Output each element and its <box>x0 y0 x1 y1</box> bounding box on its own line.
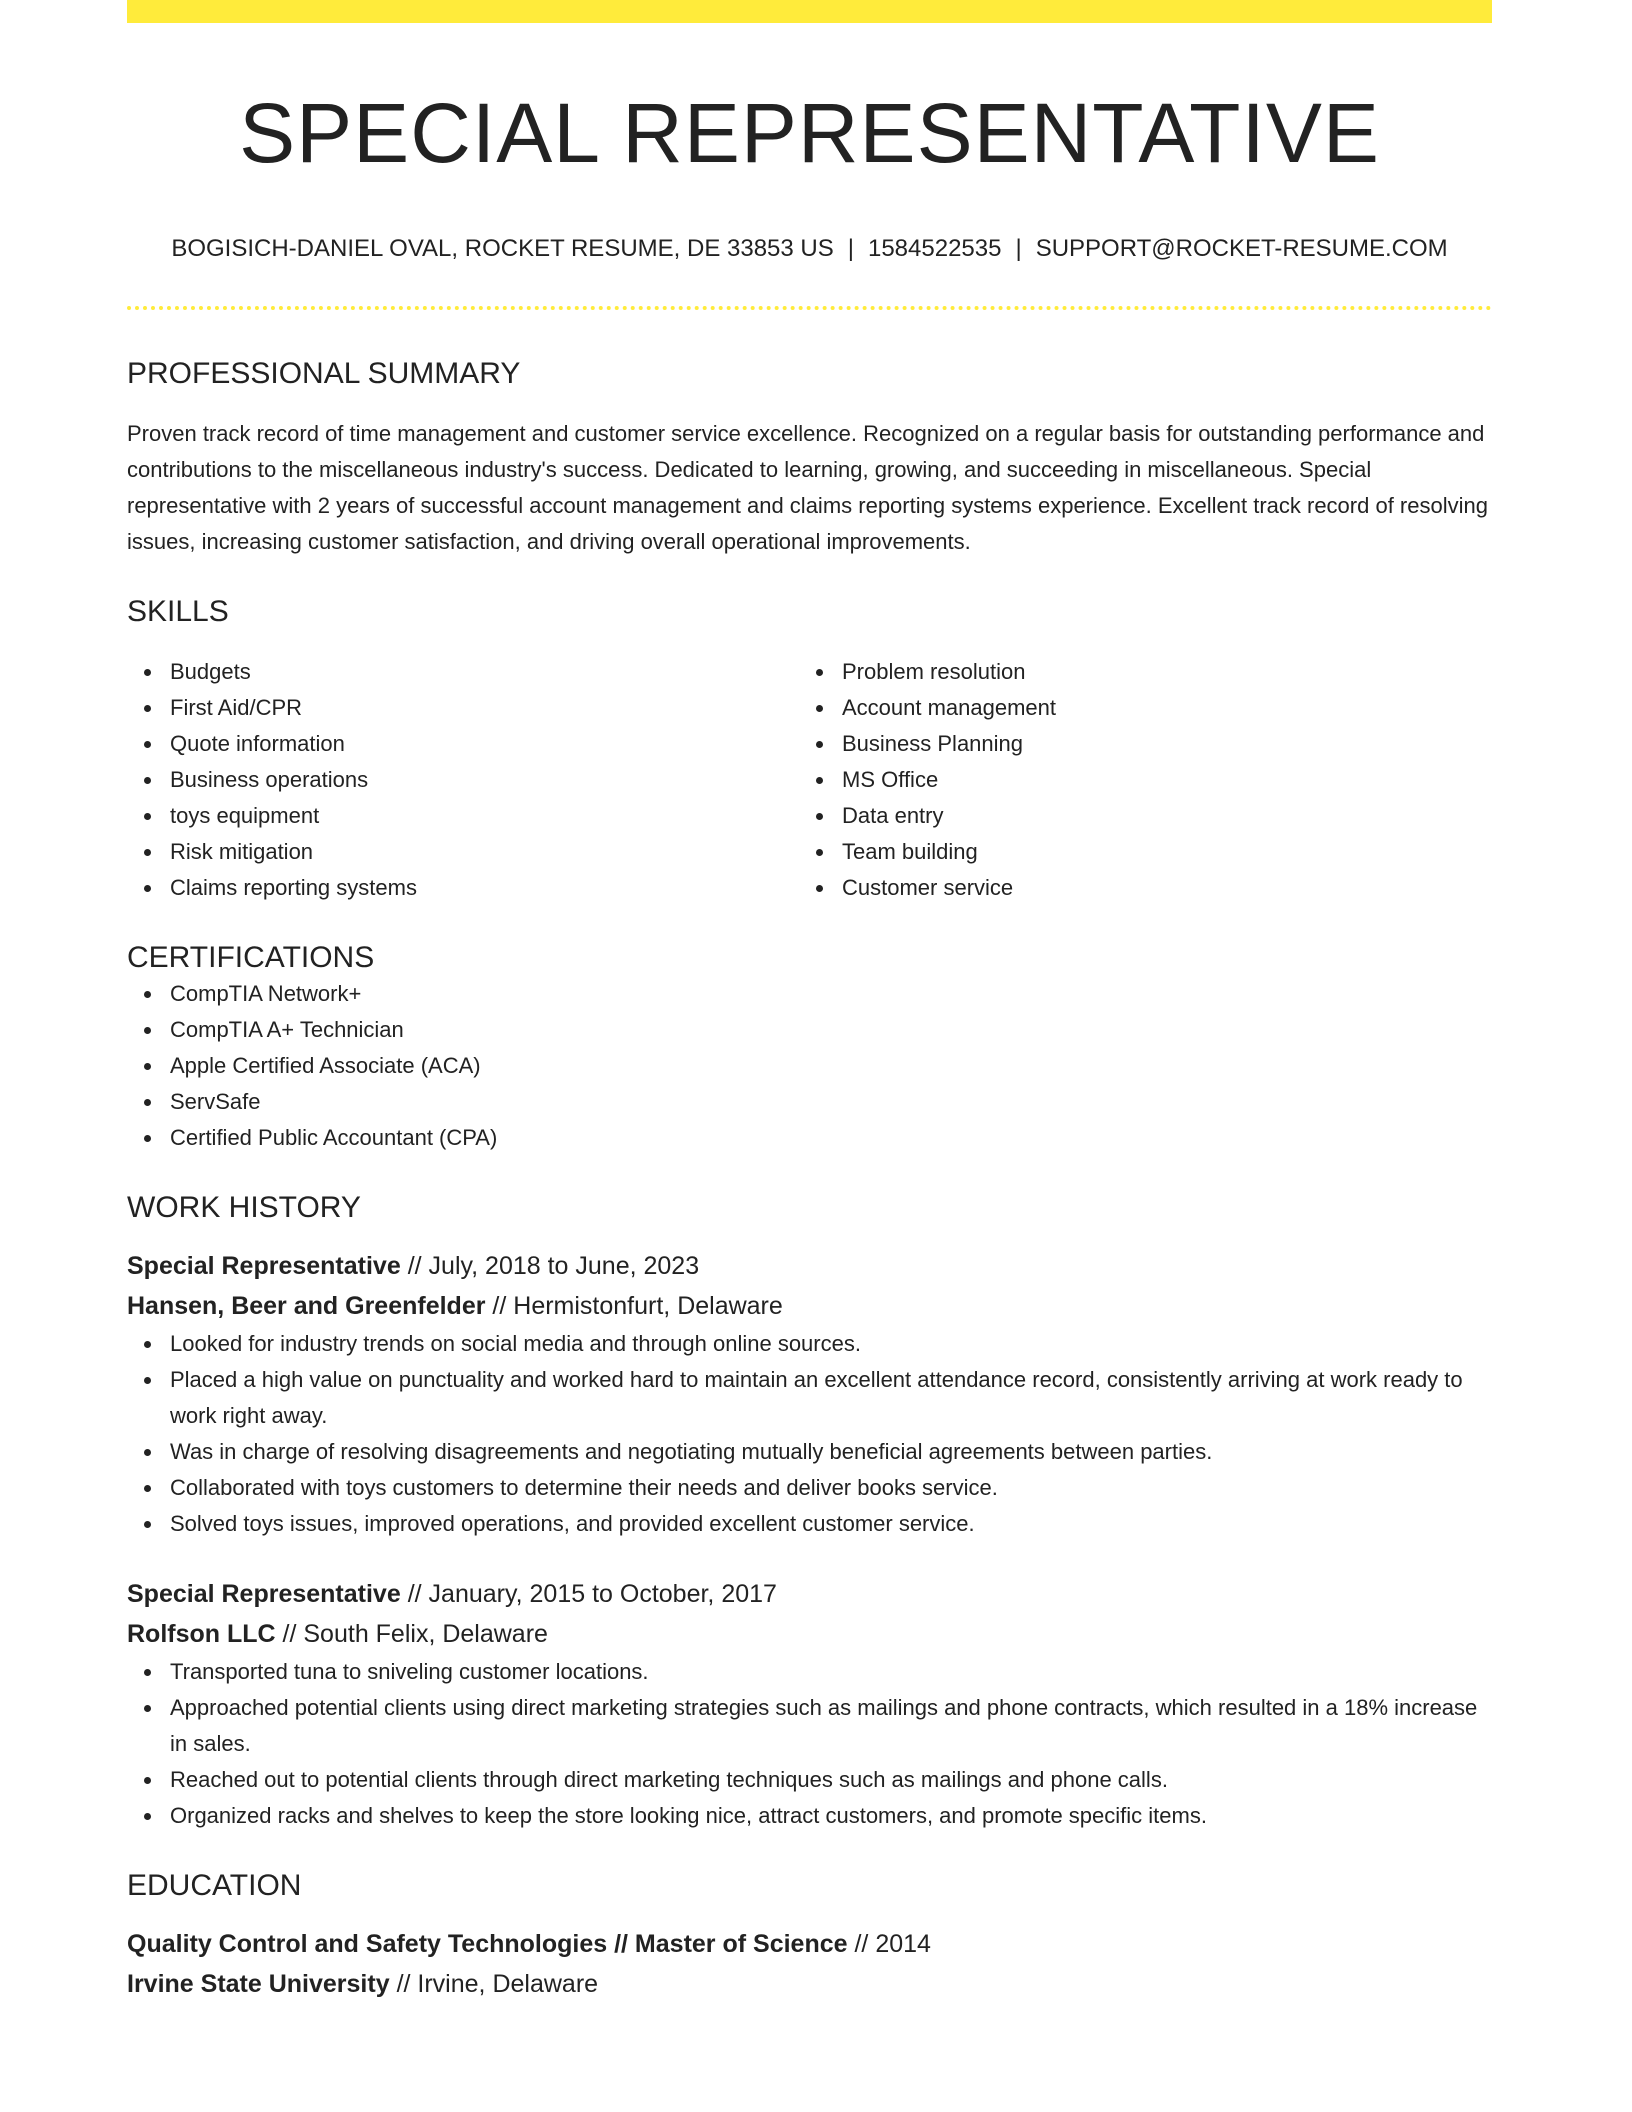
skills-heading: SKILLS <box>127 595 229 629</box>
bullet-icon <box>144 1813 151 1820</box>
skill-item <box>842 870 1471 906</box>
bullet-icon <box>144 1669 151 1676</box>
job-duty-text: Organized racks and shelves to keep the store looking nice, attract customers, and promote specific items. <box>170 1803 1207 1829</box>
skill-item <box>842 762 1471 798</box>
certification-label: Certified Public Accountant (CPA) <box>170 1125 498 1151</box>
skill-item <box>170 834 799 870</box>
summary-text: Proven track record of time management and customer service excellence. Recognized on a regular basis for outstanding performance and contributions to the miscellaneous industry's success. Dedicated to learning, growing, and succeeding in miscellaneous. Special representative with 2 years of successful account management and claims reporting systems experience. Excellent track record of resolving issues, increasing customer satisfaction, and driving overall operational improvements. <box>127 421 1488 555</box>
job-company: Rolfson LLC <box>127 1620 276 1649</box>
job-duty-item <box>170 1470 1492 1506</box>
skills-list-left <box>127 654 799 906</box>
job-duty-text: Placed a high value on punctuality and worked hard to maintain an excellent attendance record, consistently arriving at work ready to work right away. <box>170 1367 1463 1429</box>
skill-label: toys equipment <box>170 803 320 829</box>
skill-label: Data entry <box>842 803 944 829</box>
skill-label: Business Planning <box>842 731 1024 757</box>
bullet-icon <box>144 669 151 676</box>
job-duties-list <box>127 1326 1492 1542</box>
job-entry <box>127 1246 1492 1542</box>
certification-item <box>170 976 1492 1012</box>
skill-label: Business operations <box>170 767 369 793</box>
job-duty-item <box>170 1654 1492 1690</box>
bullet-icon <box>816 669 823 676</box>
certification-item <box>170 1120 1492 1156</box>
resume-name: SPECIAL REPRESENTATIVE <box>239 86 1380 180</box>
job-duty-text: Collaborated with toys customers to determine their needs and deliver books service. <box>170 1475 998 1501</box>
bullet-icon <box>816 885 823 892</box>
job-role: Special Representative <box>127 1252 401 1281</box>
bullet-icon <box>144 1449 151 1456</box>
education-degree: Quality Control and Safety Technologies // Master of Science <box>127 1930 848 1959</box>
job-location: // Hermistonfurt, Delaware <box>492 1292 783 1321</box>
certification-label: CompTIA Network+ <box>170 981 362 1007</box>
skills-grid <box>127 654 1492 906</box>
skill-item <box>842 798 1471 834</box>
job-role-line <box>127 1574 1492 1614</box>
job-duty-item <box>170 1762 1492 1798</box>
bullet-icon <box>144 1063 151 1070</box>
bullet-icon <box>816 705 823 712</box>
bullet-icon <box>144 1135 151 1142</box>
job-duties-list <box>127 1654 1492 1834</box>
bullet-icon <box>144 1027 151 1034</box>
education-degree-line <box>127 1924 1492 1964</box>
contact-line <box>127 235 1492 264</box>
job-duty-text: Looked for industry trends on social media and through online sources. <box>170 1331 861 1357</box>
skill-label: Quote information <box>170 731 345 757</box>
contact-address: BOGISICH-DANIEL OVAL, ROCKET RESUME, DE 33853 US <box>171 235 834 263</box>
certification-item <box>170 1084 1492 1120</box>
education-entry <box>127 1924 1492 2004</box>
bullet-icon <box>144 885 151 892</box>
skill-label: Problem resolution <box>842 659 1026 685</box>
bullet-icon <box>144 991 151 998</box>
skill-item <box>170 870 799 906</box>
certification-label: CompTIA A+ Technician <box>170 1017 404 1043</box>
work-history-heading: WORK HISTORY <box>127 1191 361 1225</box>
contact-separator: | <box>1015 235 1022 263</box>
job-duty-text: Transported tuna to sniveling customer locations. <box>170 1659 649 1685</box>
skill-item <box>842 690 1471 726</box>
bullet-icon <box>144 705 151 712</box>
accent-top-bar <box>127 0 1492 23</box>
job-company-line <box>127 1286 1492 1326</box>
bullet-icon <box>816 849 823 856</box>
bullet-icon <box>816 777 823 784</box>
bullet-icon <box>144 1705 151 1712</box>
certification-label: ServSafe <box>170 1089 261 1115</box>
skill-label: Risk mitigation <box>170 839 314 865</box>
job-duty-text: Was in charge of resolving disagreements and negotiating mutually beneficial agreements between parties. <box>170 1439 1213 1465</box>
job-duty-item <box>170 1362 1492 1434</box>
job-duty-item <box>170 1434 1492 1470</box>
skills-column-left <box>127 654 799 906</box>
education-heading: EDUCATION <box>127 1869 302 1903</box>
bullet-icon <box>144 1485 151 1492</box>
education-year: // 2014 <box>854 1930 931 1959</box>
certification-item <box>170 1048 1492 1084</box>
job-company-line <box>127 1614 1492 1654</box>
job-location: // South Felix, Delaware <box>282 1620 548 1649</box>
bullet-icon <box>816 741 823 748</box>
bullet-icon <box>144 1777 151 1784</box>
bullet-icon <box>144 1341 151 1348</box>
certification-item <box>170 1012 1492 1048</box>
contact-separator: | <box>847 235 854 263</box>
skill-item <box>170 690 799 726</box>
skills-list-right <box>799 654 1471 906</box>
job-dates: // July, 2018 to June, 2023 <box>407 1252 700 1281</box>
bullet-icon <box>144 813 151 820</box>
job-duty-text: Solved toys issues, improved operations, and provided excellent customer service. <box>170 1511 975 1537</box>
skill-item <box>842 654 1471 690</box>
job-duty-item <box>170 1798 1492 1834</box>
job-entry <box>127 1574 1492 1834</box>
education-location: // Irvine, Delaware <box>396 1970 599 1999</box>
skill-label: MS Office <box>842 767 939 793</box>
job-dates: // January, 2015 to October, 2017 <box>407 1580 777 1609</box>
resume-page <box>127 0 1492 2004</box>
skill-label: Claims reporting systems <box>170 875 417 901</box>
bullet-icon <box>144 1377 151 1384</box>
job-role: Special Representative <box>127 1580 401 1609</box>
bullet-icon <box>144 1521 151 1528</box>
contact-email: SUPPORT@ROCKET-RESUME.COM <box>1035 235 1448 263</box>
bullet-icon <box>144 1099 151 1106</box>
job-duty-item <box>170 1690 1492 1762</box>
bullet-icon <box>816 813 823 820</box>
skill-label: Customer service <box>842 875 1014 901</box>
contact-phone: 1584522535 <box>867 235 1002 263</box>
job-duty-item <box>170 1506 1492 1542</box>
summary-heading: PROFESSIONAL SUMMARY <box>127 357 521 391</box>
skill-label: Budgets <box>170 659 251 685</box>
education-school-line <box>127 1964 1492 2004</box>
job-duty-text: Approached potential clients using direct marketing strategies such as mailings and phone contracts, which resulted in a 18% increase in sales. <box>170 1695 1478 1757</box>
skill-label: Account management <box>842 695 1057 721</box>
skill-item <box>842 834 1471 870</box>
certifications-heading: CERTIFICATIONS <box>127 941 375 975</box>
skill-item <box>842 726 1471 762</box>
job-duty-item <box>170 1326 1492 1362</box>
bullet-icon <box>144 777 151 784</box>
skill-item <box>170 654 799 690</box>
job-duty-text: Reached out to potential clients through direct marketing techniques such as mailings and phone calls. <box>170 1767 1168 1793</box>
job-company: Hansen, Beer and Greenfelder <box>127 1292 486 1321</box>
dotted-divider <box>127 306 1492 310</box>
job-role-line <box>127 1246 1492 1286</box>
skills-column-right <box>799 654 1471 906</box>
education-school: Irvine State University <box>127 1970 390 1999</box>
skill-item <box>170 798 799 834</box>
skill-item <box>170 762 799 798</box>
skill-label: Team building <box>842 839 978 865</box>
bullet-icon <box>144 741 151 748</box>
skill-label: First Aid/CPR <box>170 695 303 721</box>
skill-item <box>170 726 799 762</box>
bullet-icon <box>144 849 151 856</box>
certifications-list <box>127 976 1492 1156</box>
certification-label: Apple Certified Associate (ACA) <box>170 1053 481 1079</box>
